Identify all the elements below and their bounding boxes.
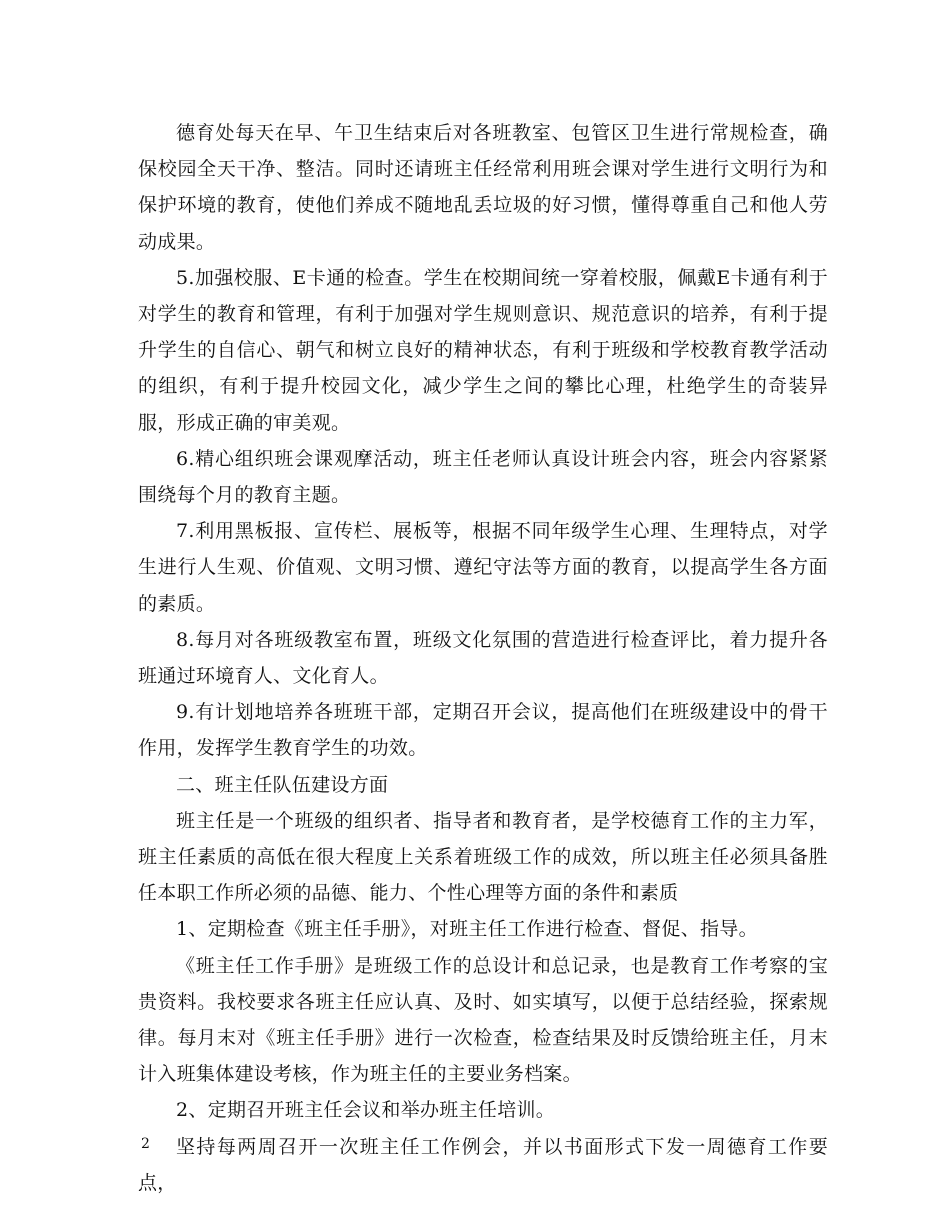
paragraph: 德育处每天在早、午卫生结束后对各班教室、包管区卫生进行常规检查，确保校园全天干净、整洁。同时还请班主任经常利用班会课对学生进行文明行为和保护环境的教育，使他们养成不随地乱丢垃圾的好习惯，懂得尊重自己和他人劳动成果。 — [138, 122, 828, 253]
page-number: 2 — [141, 1136, 150, 1152]
section-heading: 二、班主任队伍建设方面 — [176, 773, 389, 796]
paragraph: 6.精心组织班会课观摩活动，班主任老师认真设计班会内容，班会内容紧紧围绕每个月的教育主题。 — [138, 447, 828, 507]
paragraph: 1、定期检查《班主任手册》，对班主任工作进行检查、督促、指导。 — [176, 918, 758, 941]
paragraph: 坚持每两周召开一次班主任工作例会，并以书面形式下发一周德育工作要点， — [138, 1135, 828, 1194]
paragraph: 8.每月对各班级教室布置，班级文化氛围的营造进行检查评比，着力提升各班通过环境育人、文化育人。 — [138, 628, 828, 688]
document-body — [138, 115, 828, 1201]
paragraph: 9.有计划地培养各班班干部，定期召开会议，提高他们在班级建设中的骨干作用，发挥学生教育学生的功效。 — [138, 701, 828, 760]
paragraph: 7.利用黑板报、宣传栏、展板等，根据不同年级学生心理、生理特点，对学生进行人生观、价值观、文明习惯、遵纪守法等方面的教育，以提高学生各方面的素质。 — [138, 520, 828, 615]
paragraph: 2、定期召开班主任会议和举办班主任培训。 — [176, 1099, 556, 1122]
paragraph: 班主任是一个班级的组织者、指导者和教育者，是学校德育工作的主力军，班主任素质的高低在很大程度上关系着班级工作的成效，所以班主任必须具备胜任本职工作所必须的品德、能力、个性心理等方面的条件和素质 — [138, 809, 828, 905]
paragraph: 《班主任工作手册》是班级工作的总设计和总记录，也是教育工作考察的宝贵资料。我校要求各班主任应认真、及时、如实填写，以便于总结经验，探索规律。每月末对《班主任手册》进行一次检查，检查结果及时反馈给班主任，月末计入班集体建设考核，作为班主任的主要业务档案。 — [138, 954, 828, 1086]
paragraph: 5.加强校服、E卡通的检查。学生在校期间统一穿着校服，佩戴E卡通有利于对学生的教育和管理，有利于加强对学生规则意识、规范意识的培养，有利于提升学生的自信心、朝气和树立良好的精神状态，有利于班级和学校教育教学活动的组织，有利于提升校园文化，减少学生之间的攀比心理，杜绝学生的奇装异服，形成正确的审美观。 — [138, 266, 828, 434]
